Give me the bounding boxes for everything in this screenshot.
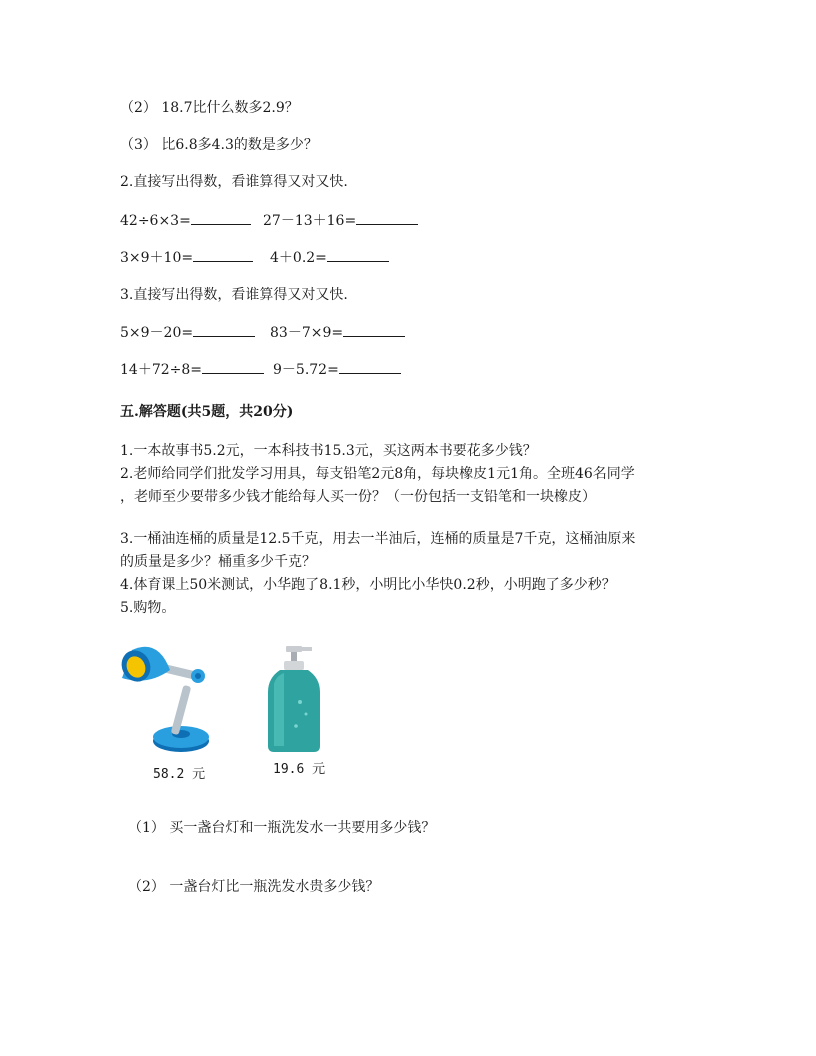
answer-blank[interactable]: [193, 322, 255, 337]
calc-expression: 27－13＋16=: [263, 213, 357, 229]
calc-item: [120, 247, 253, 267]
calc-expression: 5×9－20=: [120, 325, 194, 341]
calc-item: [270, 247, 389, 267]
question-3-text: （3） 比6.8多4.3的数是多少？: [120, 137, 318, 153]
question-2-text: （2） 18.7比什么数多2.9？: [120, 100, 299, 116]
problem-1: 1.一本故事书5.2元，一本科技书15.3元，买这两本书要花多少钱？: [120, 443, 537, 459]
problem-2-line2: ，老师至少要带多少钱才能给每人买一份？（一份包括一支铅笔和一块橡皮）: [120, 489, 596, 505]
calc-expression: 83－7×9=: [270, 325, 344, 341]
calc-item: [120, 210, 251, 229]
desk-lamp-image: [118, 640, 218, 760]
calc-expression: 42÷6×3=: [120, 213, 191, 229]
problem-list-cont: [120, 528, 710, 620]
shampoo-bottle-image: [266, 642, 326, 754]
calc-expression: 4＋0.2=: [270, 250, 327, 266]
problem-3-line2: 的质量是多少？桶重多少千克？: [120, 554, 316, 570]
calc-item: [120, 322, 255, 342]
answer-blank[interactable]: [193, 247, 253, 262]
calc-expression: 9－5.72=: [273, 362, 339, 378]
section3-title: 3.直接写出得数，看谁算得又对又快.: [120, 287, 348, 303]
calc-item: [270, 322, 405, 342]
sub-question-2: （2） 一盏台灯比一瓶洗发水贵多少钱？: [128, 879, 380, 895]
problem-2-line1: 2.老师给同学们批发学习用具，每支铅笔2元8角，每块橡皮1元1角。全班46名同学: [120, 466, 635, 482]
problem-list: [120, 440, 710, 509]
calc-expression: 3×9＋10=: [120, 250, 194, 266]
problem-4: 4.体育课上50米测试，小华跑了8.1秒，小明比小华快0.2秒，小明跑了多少秒？: [120, 577, 616, 593]
answer-blank[interactable]: [327, 247, 389, 262]
sub-question-1: （1） 买一盏台灯和一瓶洗发水一共要用多少钱？: [128, 820, 436, 836]
calc-item: [273, 359, 401, 379]
answer-blank[interactable]: [343, 322, 405, 337]
lamp-price: 58.2 元: [153, 767, 206, 782]
section2-title: 2.直接写出得数，看谁算得又对又快.: [120, 174, 348, 190]
problem-3-line1: 3.一桶油连桶的质量是12.5千克，用去一半油后，连桶的质量是7千克，这桶油原来: [120, 531, 636, 547]
bottle-price: 19.6 元: [273, 762, 326, 777]
answer-blank[interactable]: [191, 210, 251, 225]
section5-title: 五.解答题(共5题，共20分): [120, 404, 294, 420]
calc-expression: 14＋72÷8=: [120, 362, 202, 378]
answer-blank[interactable]: [202, 359, 264, 374]
calc-item: [120, 359, 264, 379]
problem-5: 5.购物。: [120, 600, 176, 616]
calc-item: [263, 210, 418, 230]
answer-blank[interactable]: [356, 210, 418, 225]
answer-blank[interactable]: [339, 359, 401, 374]
